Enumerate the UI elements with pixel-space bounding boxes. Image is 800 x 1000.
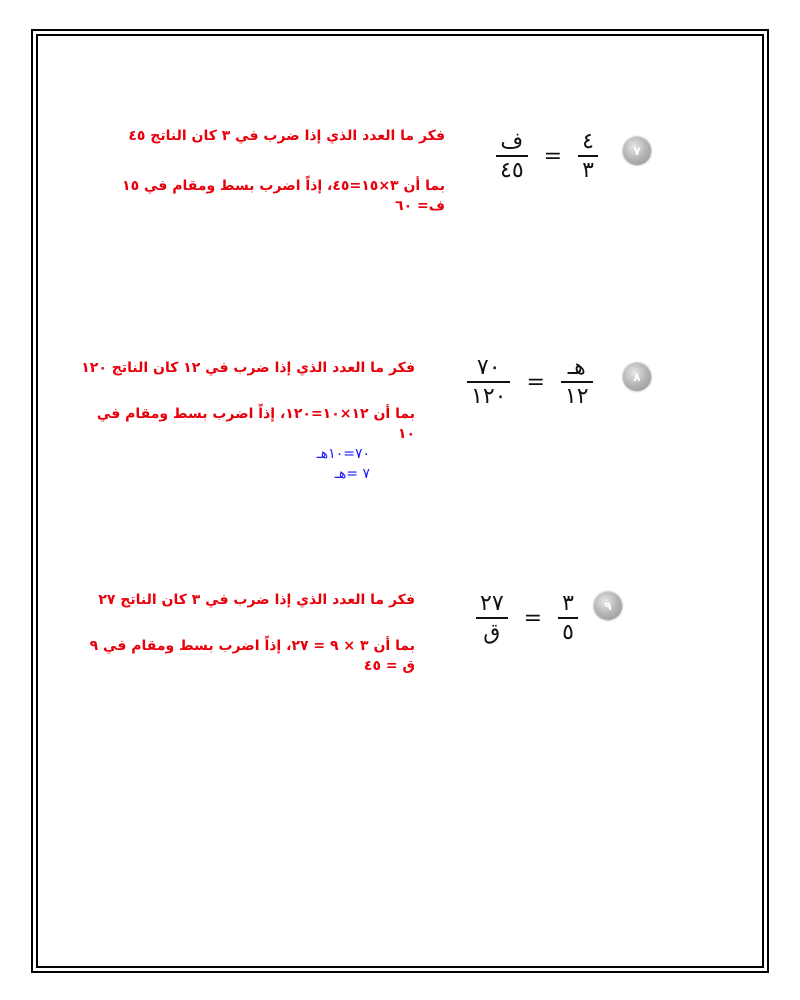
denominator: ٣	[582, 158, 594, 184]
think-line: فكر ما العدد الذي إذا ضرب في ١٢ كان الناتج ١٢٠	[81, 360, 415, 376]
calc-line: ٧ =هـ	[334, 466, 370, 482]
numerator: ٤	[582, 129, 594, 154]
equation-8	[467, 356, 593, 408]
equals-sign: =	[543, 143, 563, 169]
step-line-cont: ١٠	[397, 426, 415, 442]
equation-7	[496, 130, 598, 182]
fraction-lhs	[476, 592, 508, 644]
fraction-lhs	[467, 356, 510, 408]
equals-sign: =	[526, 369, 545, 395]
result-line: ف= ٦٠	[395, 198, 445, 214]
numerator: ف	[500, 129, 524, 154]
equals-sign: =	[523, 605, 543, 631]
hint-text-7	[85, 126, 445, 146]
solution-text-7	[85, 176, 445, 216]
numerator: هـ	[567, 355, 586, 380]
problem-number-badge: ٩	[594, 592, 622, 620]
result-line: ق = ٤٥	[363, 658, 415, 674]
step-line: بما أن ١٢×١٠=١٢٠، إذاً اضرب بسط ومقام في	[96, 406, 415, 422]
fraction-lhs	[496, 130, 528, 182]
page-border-inner	[36, 34, 764, 968]
hint-text-8	[35, 358, 415, 378]
equation-9	[476, 592, 578, 644]
denominator: ٥	[562, 620, 574, 646]
solution-text-8	[35, 404, 415, 484]
think-line: فكر ما العدد الذي إذا ضرب في ٣ كان الناتج ٤٥	[128, 128, 445, 144]
denominator: ١٢٠	[471, 384, 507, 410]
numerator: ٣	[562, 591, 574, 616]
numerator: ٧٠	[476, 355, 501, 380]
fraction-rhs	[561, 356, 593, 408]
problem-number-badge: ٨	[623, 363, 651, 391]
problem-number-badge: ٧	[623, 137, 651, 165]
think-line: فكر ما العدد الذي إذا ضرب في ٣ كان الناتج ٢٧	[98, 592, 415, 608]
fraction-rhs	[578, 130, 598, 182]
step-line: بما أن ٣×١٥=٤٥، إذاً اضرب بسط ومقام في ١٥	[122, 178, 445, 194]
denominator: ١٢	[564, 384, 589, 410]
solution-text-9	[35, 636, 415, 676]
hint-text-9	[35, 590, 415, 610]
numerator: ٢٧	[480, 591, 504, 616]
denominator: ق	[483, 620, 501, 646]
calc-line: ٧٠=١٠هـ	[316, 446, 370, 462]
denominator: ٤٥	[500, 158, 524, 184]
step-line: بما أن ٣ × ٩ = ٢٧، إذاً اضرب بسط ومقام في ٩	[89, 638, 415, 654]
fraction-rhs	[558, 592, 578, 644]
